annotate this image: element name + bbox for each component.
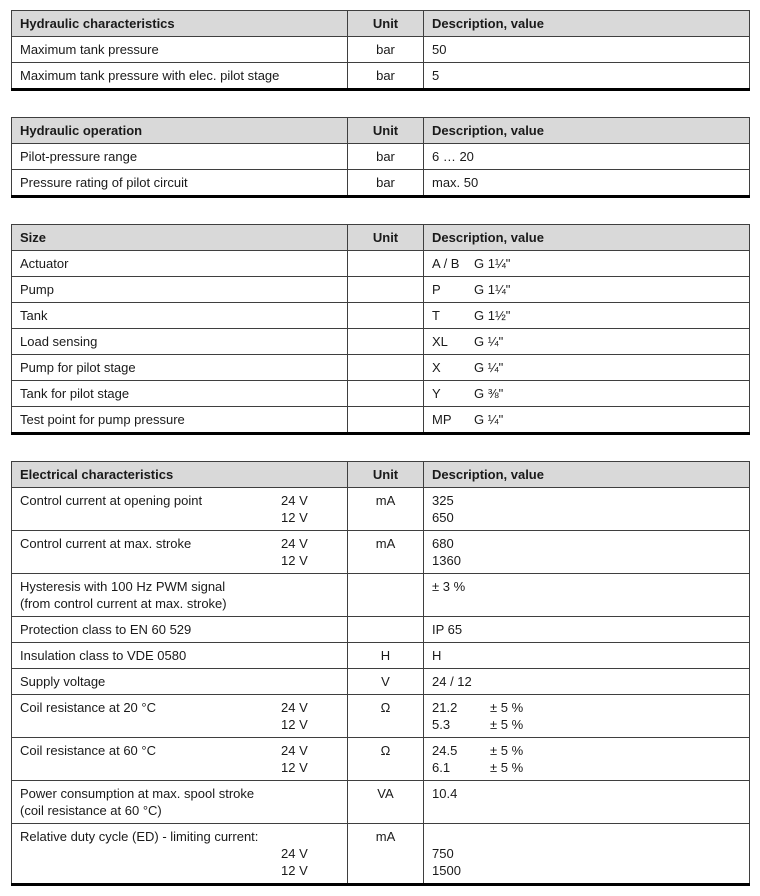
value-line: 650 bbox=[432, 510, 454, 525]
spec-label: Maximum tank pressure with elec. pilot stage bbox=[12, 63, 348, 90]
size-table bbox=[11, 224, 750, 435]
value-cell bbox=[424, 329, 750, 355]
unit-header: Unit bbox=[348, 118, 424, 144]
unit-cell: H bbox=[348, 643, 424, 669]
spec-label-text: Coil resistance at 60 °C bbox=[20, 743, 156, 758]
spec-label bbox=[12, 695, 348, 738]
value-cell bbox=[424, 531, 750, 574]
spacer bbox=[20, 845, 281, 879]
description-header: Description, value bbox=[424, 118, 750, 144]
hydraulic-characteristics-table bbox=[11, 10, 750, 91]
voltage-label: 24 V bbox=[281, 493, 308, 508]
table-row bbox=[12, 824, 750, 885]
value-cell bbox=[424, 574, 750, 617]
value-line: ± 3 % bbox=[432, 579, 466, 594]
unit-cell: bar bbox=[348, 170, 424, 197]
value-cell bbox=[424, 381, 750, 407]
port-size: G ¼" bbox=[474, 360, 504, 375]
value-line: 1360 bbox=[432, 553, 461, 568]
spec-label: Pilot-pressure range bbox=[12, 144, 348, 170]
table-header-row bbox=[12, 225, 750, 251]
port-size: G 1¼" bbox=[474, 256, 511, 271]
value-cell: H bbox=[424, 643, 750, 669]
value-number: 6.1 bbox=[432, 760, 451, 775]
description-header: Description, value bbox=[424, 11, 750, 37]
spec-label bbox=[12, 531, 348, 574]
hydraulic-operation-table bbox=[11, 117, 750, 198]
table-row bbox=[12, 643, 750, 669]
unit-cell: bar bbox=[348, 144, 424, 170]
voltage-variants bbox=[281, 845, 339, 879]
value-cell bbox=[424, 695, 750, 738]
unit-cell: VA bbox=[348, 781, 424, 824]
spec-label: Tank for pilot stage bbox=[12, 381, 348, 407]
unit-cell bbox=[348, 251, 424, 277]
table-row bbox=[12, 381, 750, 407]
spec-label-text-2: (from control current at max. stroke) bbox=[20, 596, 227, 611]
value-line bbox=[432, 759, 741, 776]
value-line bbox=[432, 716, 741, 733]
table-header-row bbox=[12, 118, 750, 144]
table-row bbox=[12, 488, 750, 531]
spec-label-text: Control current at opening point bbox=[20, 493, 203, 508]
unit-cell: V bbox=[348, 669, 424, 695]
table-row bbox=[12, 669, 750, 695]
port-size: G 1½" bbox=[474, 308, 511, 323]
port-size: G ¼" bbox=[474, 412, 504, 427]
voltage-label: 24 V bbox=[281, 743, 308, 758]
spec-label: Test point for pump pressure bbox=[12, 407, 348, 434]
value-line: 325 bbox=[432, 493, 454, 508]
value-cell bbox=[424, 355, 750, 381]
table-row bbox=[12, 277, 750, 303]
table-row bbox=[12, 37, 750, 63]
value-tolerance: ± 5 % bbox=[490, 700, 524, 715]
unit-cell: Ω bbox=[348, 738, 424, 781]
table-row bbox=[12, 329, 750, 355]
unit-cell bbox=[348, 407, 424, 434]
unit-header: Unit bbox=[348, 225, 424, 251]
table-row bbox=[12, 407, 750, 434]
port-code: X bbox=[432, 360, 441, 375]
spec-label bbox=[12, 488, 348, 531]
value-tolerance: ± 5 % bbox=[490, 743, 524, 758]
unit-cell: mA bbox=[348, 488, 424, 531]
spec-label-text: Coil resistance at 20 °C bbox=[20, 700, 156, 715]
unit-cell bbox=[348, 303, 424, 329]
port-code: Y bbox=[432, 386, 441, 401]
unit-cell: bar bbox=[348, 37, 424, 63]
value-cell: 24 / 12 bbox=[424, 669, 750, 695]
value-cell: max. 50 bbox=[424, 170, 750, 197]
spec-label: Tank bbox=[12, 303, 348, 329]
port-size: G ⅜" bbox=[474, 386, 504, 401]
value-line bbox=[432, 699, 741, 716]
voltage-label: 12 V bbox=[281, 760, 308, 775]
voltage-label: 12 V bbox=[281, 863, 308, 878]
unit-cell: bar bbox=[348, 63, 424, 90]
table-row bbox=[12, 63, 750, 90]
voltage-variants bbox=[281, 492, 339, 526]
spec-label-text-2: (coil resistance at 60 °C) bbox=[20, 803, 162, 818]
unit-cell bbox=[348, 617, 424, 643]
description-header: Description, value bbox=[424, 225, 750, 251]
port-code: A / B bbox=[432, 256, 460, 271]
voltage-variants bbox=[281, 699, 339, 733]
table-row bbox=[12, 574, 750, 617]
value-number: 24.5 bbox=[432, 743, 458, 758]
table-header-row bbox=[12, 11, 750, 37]
value-cell: IP 65 bbox=[424, 617, 750, 643]
value-cell: 5 bbox=[424, 63, 750, 90]
unit-cell: Ω bbox=[348, 695, 424, 738]
table-title: Electrical characteristics bbox=[12, 462, 348, 488]
spec-label-text: Control current at max. stroke bbox=[20, 536, 192, 551]
table-header-row bbox=[12, 462, 750, 488]
spec-label bbox=[12, 824, 348, 885]
value-line: 10.4 bbox=[432, 786, 458, 801]
voltage-label: 24 V bbox=[281, 700, 308, 715]
unit-cell bbox=[348, 329, 424, 355]
voltage-label: 24 V bbox=[281, 846, 308, 861]
port-code: P bbox=[432, 282, 441, 297]
spec-label: Pressure rating of pilot circuit bbox=[12, 170, 348, 197]
unit-header: Unit bbox=[348, 462, 424, 488]
unit-header: Unit bbox=[348, 11, 424, 37]
value-cell bbox=[424, 407, 750, 434]
voltage-label: 24 V bbox=[281, 536, 308, 551]
port-size: G ¼" bbox=[474, 334, 504, 349]
electrical-characteristics-table bbox=[11, 461, 750, 886]
spec-label bbox=[12, 781, 348, 824]
spec-label: Protection class to EN 60 529 bbox=[12, 617, 348, 643]
value-cell: 6 … 20 bbox=[424, 144, 750, 170]
value-cell bbox=[424, 488, 750, 531]
value-cell bbox=[424, 738, 750, 781]
unit-cell bbox=[348, 381, 424, 407]
value-lines bbox=[432, 845, 741, 879]
unit-cell: mA bbox=[348, 824, 424, 885]
value-number: 21.2 bbox=[432, 700, 458, 715]
table-row bbox=[12, 531, 750, 574]
description-header: Description, value bbox=[424, 462, 750, 488]
unit-cell bbox=[348, 574, 424, 617]
value-cell bbox=[424, 781, 750, 824]
value-cell bbox=[424, 277, 750, 303]
spec-label: Supply voltage bbox=[12, 669, 348, 695]
value-line: 750 bbox=[432, 846, 454, 861]
spec-label bbox=[12, 738, 348, 781]
voltage-label: 12 V bbox=[281, 553, 308, 568]
table-row bbox=[12, 738, 750, 781]
value-line: 680 bbox=[432, 536, 454, 551]
spec-label: Insulation class to VDE 0580 bbox=[12, 643, 348, 669]
port-size: G 1¼" bbox=[474, 282, 511, 297]
port-code: XL bbox=[432, 334, 448, 349]
value-cell: 50 bbox=[424, 37, 750, 63]
spec-label: Maximum tank pressure bbox=[12, 37, 348, 63]
table-row bbox=[12, 355, 750, 381]
spec-label-text: Relative duty cycle (ED) - limiting current: bbox=[20, 829, 259, 844]
table-row bbox=[12, 303, 750, 329]
value-cell bbox=[424, 251, 750, 277]
unit-cell bbox=[348, 355, 424, 381]
value-tolerance: ± 5 % bbox=[490, 717, 524, 732]
table-title: Size bbox=[12, 225, 348, 251]
table-row bbox=[12, 170, 750, 197]
spec-label: Load sensing bbox=[12, 329, 348, 355]
voltage-variants bbox=[281, 535, 339, 569]
value-cell bbox=[424, 824, 750, 885]
unit-cell: mA bbox=[348, 531, 424, 574]
voltage-label: 12 V bbox=[281, 510, 308, 525]
table-row bbox=[12, 695, 750, 738]
table-row bbox=[12, 781, 750, 824]
port-code: MP bbox=[432, 412, 452, 427]
spec-label-text: Hysteresis with 100 Hz PWM signal bbox=[20, 579, 226, 594]
table-row bbox=[12, 251, 750, 277]
voltage-label: 12 V bbox=[281, 717, 308, 732]
spec-label-text: Power consumption at max. spool stroke bbox=[20, 786, 255, 801]
table-row bbox=[12, 617, 750, 643]
spec-label: Pump for pilot stage bbox=[12, 355, 348, 381]
value-line: 1500 bbox=[432, 863, 461, 878]
value-tolerance: ± 5 % bbox=[490, 760, 524, 775]
value-line bbox=[432, 742, 741, 759]
spec-label: Actuator bbox=[12, 251, 348, 277]
voltage-variants bbox=[281, 742, 339, 776]
unit-cell bbox=[348, 277, 424, 303]
table-row bbox=[12, 144, 750, 170]
table-title: Hydraulic operation bbox=[12, 118, 348, 144]
table-title: Hydraulic characteristics bbox=[12, 11, 348, 37]
spec-label bbox=[12, 574, 348, 617]
spec-label: Pump bbox=[12, 277, 348, 303]
value-number: 5.3 bbox=[432, 717, 451, 732]
value-cell bbox=[424, 303, 750, 329]
port-code: T bbox=[432, 308, 440, 323]
